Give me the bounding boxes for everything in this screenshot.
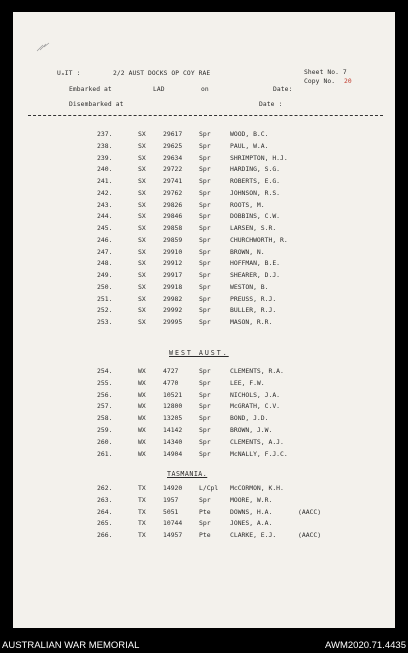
row-number: 262. xyxy=(97,484,113,492)
service-number: 10744 xyxy=(163,519,183,528)
state-code: SX xyxy=(138,282,146,291)
copy-number: 20 xyxy=(344,78,352,85)
rank: L/Cpl xyxy=(199,484,219,492)
roster-row xyxy=(13,283,395,293)
state-code: SX xyxy=(138,294,146,303)
state-code: SX xyxy=(138,259,146,268)
rank: Spr xyxy=(199,259,211,268)
soldier-name: MASON, R.R. xyxy=(230,318,273,326)
soldier-name: McNALLY, F.J.C. xyxy=(230,449,288,458)
soldier-name: WESTON, B. xyxy=(230,282,269,291)
roster-row xyxy=(13,177,395,187)
document-page xyxy=(13,12,395,628)
service-number: 14920 xyxy=(163,484,183,492)
row-number: 241. xyxy=(97,177,113,185)
roster-row xyxy=(13,130,395,140)
soldier-name: JOHNSON, R.S. xyxy=(230,188,281,197)
row-number: 258. xyxy=(97,414,113,423)
roster-row xyxy=(13,367,395,377)
service-number: 5051 xyxy=(163,507,179,516)
roster-row xyxy=(13,519,395,529)
service-number: 14340 xyxy=(163,437,183,446)
row-number: 266. xyxy=(97,531,113,540)
roster-row xyxy=(13,224,395,234)
rank: Spr xyxy=(199,212,211,221)
soldier-name: MOORE, W.R. xyxy=(230,495,273,504)
service-number: 12800 xyxy=(163,402,183,411)
roster-row xyxy=(13,318,395,328)
soldier-name: WOOD, B.C. xyxy=(230,130,269,138)
state-code: TX xyxy=(138,495,146,504)
soldier-name: LARSEN, S.R. xyxy=(230,224,277,232)
roster-row xyxy=(13,531,395,541)
row-number: 242. xyxy=(97,188,113,197)
soldier-name: McGRATH, C.V. xyxy=(230,402,281,411)
soldier-name: DOBBINS, C.W. xyxy=(230,212,281,221)
row-number: 249. xyxy=(97,271,113,279)
soldier-name: PREUSS, R.J. xyxy=(230,294,277,303)
service-number: 29858 xyxy=(163,224,183,232)
roster-row xyxy=(13,154,395,164)
rank: Pte xyxy=(199,507,211,516)
row-number: 256. xyxy=(97,390,113,399)
state-code: SX xyxy=(138,224,146,232)
row-number: 252. xyxy=(97,306,113,315)
service-number: 29917 xyxy=(163,271,183,279)
roster-row xyxy=(13,484,395,494)
state-code: TX xyxy=(138,507,146,516)
service-number: 29982 xyxy=(163,294,183,303)
state-code: SX xyxy=(138,177,146,185)
copy-label: Copy No. xyxy=(304,78,336,85)
soldier-name: BULLER, R.J. xyxy=(230,306,277,315)
service-number: 4770 xyxy=(163,378,179,387)
roster-row xyxy=(13,438,395,448)
rank: Spr xyxy=(199,495,211,504)
service-number: 29912 xyxy=(163,259,183,268)
service-number: 29859 xyxy=(163,235,183,244)
rank: Spr xyxy=(199,177,211,185)
state-code: SX xyxy=(138,165,146,174)
service-number: 29995 xyxy=(163,318,183,326)
service-number: 29625 xyxy=(163,141,183,150)
soldier-name: BOND, J.D. xyxy=(230,414,269,423)
roster-row xyxy=(13,306,395,316)
roster-row xyxy=(13,271,395,281)
state-code: SX xyxy=(138,247,146,256)
service-number: 29617 xyxy=(163,130,183,138)
date2-label: Date : xyxy=(259,101,283,108)
state-code: WX xyxy=(138,449,146,458)
rank: Spr xyxy=(199,306,211,315)
state-code: SX xyxy=(138,141,146,150)
row-number: 243. xyxy=(97,200,113,209)
service-number: 14142 xyxy=(163,426,183,434)
separator-line xyxy=(28,115,383,116)
soldier-name: CLARKE, E.J. xyxy=(230,531,277,540)
roster-row xyxy=(13,201,395,211)
service-number: 14957 xyxy=(163,531,183,540)
roster-row xyxy=(13,414,395,424)
soldier-name: BROWN, N. xyxy=(230,247,265,256)
service-number: 4727 xyxy=(163,367,179,375)
state-code: WX xyxy=(138,378,146,387)
service-number: 29992 xyxy=(163,306,183,315)
footer-accession: AWM2020.71.4435 xyxy=(325,640,406,651)
soldier-name: CHURCHWORTH, R. xyxy=(230,235,288,244)
rank: Spr xyxy=(199,200,211,209)
state-code: WX xyxy=(138,367,146,375)
soldier-name: SHEARER, D.J. xyxy=(230,271,281,279)
state-code: TX xyxy=(138,519,146,528)
footer-institution: AUSTRALIAN WAR MEMORIAL xyxy=(2,640,140,651)
roster-row xyxy=(13,402,395,412)
service-number: 29910 xyxy=(163,247,183,256)
roster-row xyxy=(13,496,395,506)
roster-row xyxy=(13,165,395,175)
soldier-name: DOWNS, H.A. xyxy=(230,507,273,516)
row-number: 261. xyxy=(97,449,113,458)
state-code: WX xyxy=(138,414,146,423)
roster-row xyxy=(13,212,395,222)
row-number: 245. xyxy=(97,224,113,232)
roster-row xyxy=(13,236,395,246)
rank: Pte xyxy=(199,531,211,540)
state-code: SX xyxy=(138,130,146,138)
rank: Spr xyxy=(199,235,211,244)
service-number: 1957 xyxy=(163,495,179,504)
state-code: SX xyxy=(138,153,146,162)
row-number: 260. xyxy=(97,437,113,446)
row-number: 240. xyxy=(97,165,113,174)
soldier-name: ROOTS, M. xyxy=(230,200,265,209)
state-code: SX xyxy=(138,235,146,244)
section-heading-wa: WEST AUST. xyxy=(169,349,229,357)
row-number: 244. xyxy=(97,212,113,221)
state-code: WX xyxy=(138,437,146,446)
state-code: SX xyxy=(138,318,146,326)
rank: Spr xyxy=(199,271,211,279)
row-number: 257. xyxy=(97,402,113,411)
rank: Spr xyxy=(199,449,211,458)
row-number: 264. xyxy=(97,507,113,516)
service-number: 29722 xyxy=(163,165,183,174)
service-number: 29826 xyxy=(163,200,183,209)
rank: Spr xyxy=(199,390,211,399)
row-number: 246. xyxy=(97,235,113,244)
row-number: 250. xyxy=(97,282,113,291)
section-heading-tas: TASMANIA. xyxy=(167,470,208,478)
soldier-name: LEE, F.W. xyxy=(230,378,265,387)
roster-row xyxy=(13,426,395,436)
roster-row xyxy=(13,508,395,518)
rank: Spr xyxy=(199,130,211,138)
row-number: 255. xyxy=(97,378,113,387)
state-code: SX xyxy=(138,212,146,221)
rank: Spr xyxy=(199,165,211,174)
state-code: TX xyxy=(138,531,146,540)
embarked-extra: on xyxy=(201,86,209,93)
embarked-label: Embarked at xyxy=(69,86,112,93)
rank: Spr xyxy=(199,247,211,256)
service-number: 29741 xyxy=(163,177,183,185)
soldier-name: PAUL, W.A. xyxy=(230,141,269,150)
soldier-name: HOFFMAN, B.E. xyxy=(230,259,281,268)
soldier-name: HARDING, S.G. xyxy=(230,165,281,174)
roster-row xyxy=(13,295,395,305)
row-number: 238. xyxy=(97,141,113,150)
rank: Spr xyxy=(199,414,211,423)
service-number: 29634 xyxy=(163,153,183,162)
disembarked-label: Disembarked at xyxy=(69,101,124,108)
rank: Spr xyxy=(199,402,211,411)
row-number: 259. xyxy=(97,426,113,434)
soldier-name: NICHOLS, J.A. xyxy=(230,390,281,399)
soldier-name: McCORMON, K.H. xyxy=(230,484,284,492)
date-label: Date: xyxy=(273,86,293,93)
row-number: 265. xyxy=(97,519,113,528)
state-code: SX xyxy=(138,200,146,209)
state-code: WX xyxy=(138,426,146,434)
state-code: SX xyxy=(138,188,146,197)
service-number: 14904 xyxy=(163,449,183,458)
row-number: 237. xyxy=(97,130,113,138)
soldier-name: ROBERTS, E.G. xyxy=(230,177,281,185)
rank: Spr xyxy=(199,437,211,446)
soldier-name: CLEMENTS, R.A. xyxy=(230,367,284,375)
state-code: SX xyxy=(138,306,146,315)
row-number: 254. xyxy=(97,367,113,375)
roster-row xyxy=(13,142,395,152)
service-number: 29846 xyxy=(163,212,183,221)
embarked-value: LAD xyxy=(153,86,165,93)
service-number: 10521 xyxy=(163,390,183,399)
service-number: 13205 xyxy=(163,414,183,423)
rank: Spr xyxy=(199,153,211,162)
row-number: 263. xyxy=(97,495,113,504)
state-code: WX xyxy=(138,390,146,399)
row-number: 248. xyxy=(97,259,113,268)
state-code: SX xyxy=(138,271,146,279)
rank: Spr xyxy=(199,367,211,375)
row-number: 253. xyxy=(97,318,113,326)
row-number: 239. xyxy=(97,153,113,162)
rank: Spr xyxy=(199,378,211,387)
soldier-name: BROWN, J.W. xyxy=(230,426,273,434)
state-code: TX xyxy=(138,484,146,492)
roster-row xyxy=(13,450,395,460)
service-number: 29918 xyxy=(163,282,183,291)
rank: Spr xyxy=(199,188,211,197)
rank: Spr xyxy=(199,426,211,434)
unit-value: 2/2 AUST DOCKS OP COY RAE xyxy=(113,70,211,77)
roster-row xyxy=(13,259,395,269)
rank: Spr xyxy=(199,224,211,232)
row-number: 251. xyxy=(97,294,113,303)
roster-row xyxy=(13,379,395,389)
soldier-name: SHRIMPTON, H.J. xyxy=(230,153,288,162)
rank: Spr xyxy=(199,318,211,326)
pencil-mark xyxy=(35,42,53,52)
rank: Spr xyxy=(199,294,211,303)
unit-label: UₐIT : xyxy=(57,70,81,77)
soldier-name: JONES, A.A. xyxy=(230,519,273,528)
footer-bar xyxy=(0,629,408,653)
service-number: 29762 xyxy=(163,188,183,197)
corps-note: (AACC) xyxy=(298,531,322,540)
soldier-name: CLEMENTS, A.J. xyxy=(230,437,284,446)
roster-row xyxy=(13,391,395,401)
roster-row xyxy=(13,248,395,258)
rank: Spr xyxy=(199,519,211,528)
state-code: WX xyxy=(138,402,146,411)
roster-row xyxy=(13,189,395,199)
corps-note: (AACC) xyxy=(298,507,322,516)
rank: Spr xyxy=(199,141,211,150)
row-number: 247. xyxy=(97,247,113,256)
rank: Spr xyxy=(199,282,211,291)
sheet-label: Sheet No. 7 xyxy=(304,69,347,76)
